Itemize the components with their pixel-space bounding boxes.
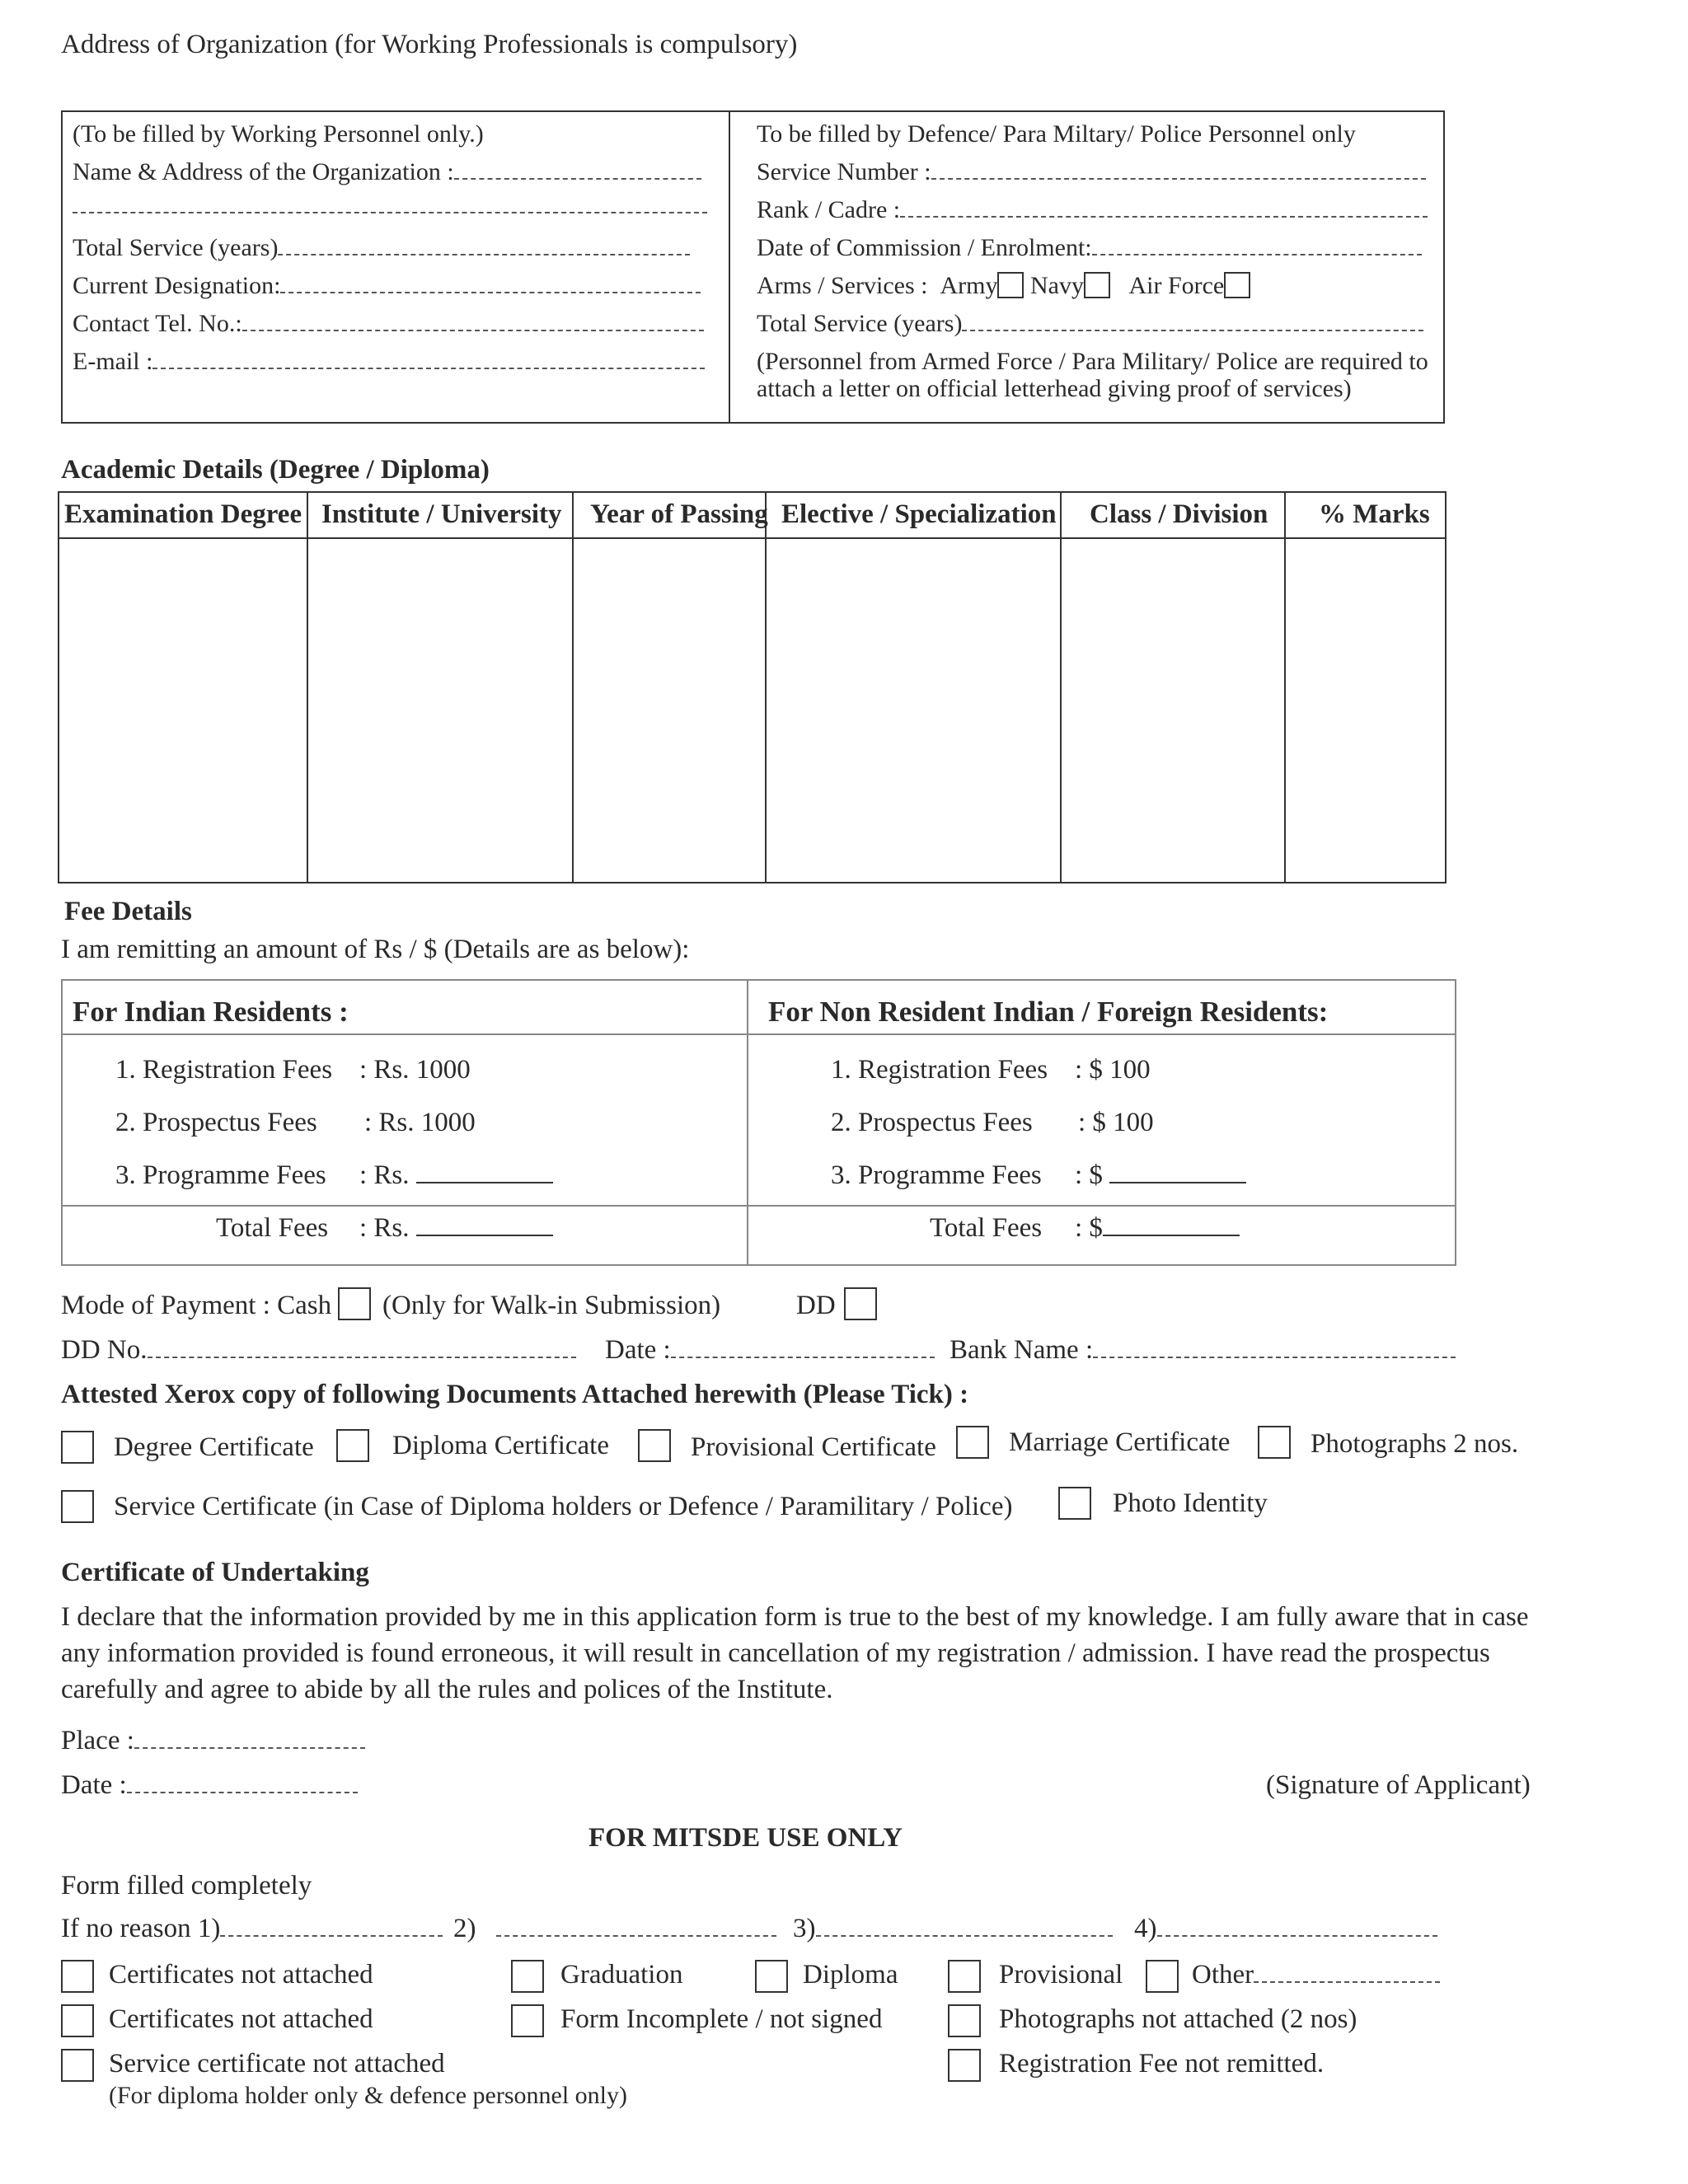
documents-title: Attested Xerox copy of following Documents Attached herewith (Please Tick) :: [61, 1380, 969, 1409]
reason-3-input[interactable]: [816, 1935, 1113, 1937]
nri-total-label: Total Fees: [930, 1213, 1043, 1243]
designation-field: Current Designation:: [73, 272, 701, 300]
email-input[interactable]: [152, 368, 705, 369]
fee-title: Fee Details: [64, 897, 192, 926]
office-provisional-checkbox[interactable]: [948, 1960, 981, 1993]
cert-not-attached-2-label: Certificates not attached: [109, 2004, 373, 2034]
reason-4-field: 4): [1134, 1914, 1437, 1944]
nri-prospectus-amount: : $ 100: [1078, 1108, 1154, 1137]
undertaking-line-2: any information provided is found erroneous, it will result in cancellation of my registration / admission. I have read the prospectus: [61, 1638, 1490, 1668]
reason-4-input[interactable]: [1157, 1935, 1437, 1937]
reason-1-input[interactable]: [220, 1935, 443, 1937]
total-service-field: Total Service (years): [73, 234, 690, 262]
diploma-certificate-label: Diploma Certificate: [392, 1431, 609, 1460]
graduation-checkbox[interactable]: [511, 1960, 544, 1993]
dd-number-field: DD No.: [61, 1335, 576, 1366]
photos-not-attached-label: Photographs not attached (2 nos): [999, 2004, 1357, 2034]
email-field: E-mail :: [73, 348, 705, 376]
org-address-input[interactable]: [73, 212, 707, 213]
working-heading: (To be filled by Working Personnel only.): [73, 120, 484, 148]
reason-2-input[interactable]: [496, 1935, 776, 1937]
cert-not-attached-2-checkbox[interactable]: [61, 2004, 94, 2037]
nri-programme-input[interactable]: [1109, 1182, 1246, 1183]
col-institute: Institute / University: [321, 499, 562, 529]
col-specialization: Elective / Specialization: [781, 499, 1057, 529]
nri-registration-label: 1. Registration Fees: [831, 1055, 1048, 1085]
place-input[interactable]: [134, 1747, 365, 1749]
designation-input[interactable]: [280, 292, 701, 293]
academic-table: [58, 491, 1447, 883]
academic-header-rule: [58, 537, 1447, 539]
diploma-certificate-checkbox[interactable]: [336, 1429, 369, 1462]
defence-total-service-field: Total Service (years): [757, 310, 1423, 338]
service-number-field: Service Number :: [757, 158, 1426, 186]
academic-title: Academic Details (Degree / Diploma): [61, 455, 490, 485]
dd-date-input[interactable]: [671, 1357, 935, 1358]
defence-heading: To be filled by Defence/ Para Miltary/ Police Personnel only: [757, 120, 1356, 148]
nri-heading: For Non Resident Indian / Foreign Residents:: [768, 996, 1329, 1028]
payment-mode-label: Mode of Payment : Cash: [61, 1291, 332, 1320]
form-incomplete-label: Form Incomplete / not signed: [560, 2004, 883, 2034]
service-cert-note: (For diploma holder only & defence personnel only): [109, 2082, 628, 2109]
marriage-certificate-label: Marriage Certificate: [1009, 1427, 1231, 1457]
army-checkbox[interactable]: [997, 272, 1024, 298]
commission-field: Date of Commission / Enrolment:: [757, 234, 1422, 262]
fee-not-remitted-checkbox[interactable]: [948, 2049, 981, 2082]
place-field: Place :: [61, 1726, 365, 1756]
cert-not-attached-1-label: Certificates not attached: [109, 1960, 373, 1990]
provisional-certificate-checkbox[interactable]: [638, 1429, 671, 1462]
photos-not-attached-checkbox[interactable]: [948, 2004, 981, 2037]
commission-input[interactable]: [1092, 254, 1422, 255]
cash-checkbox[interactable]: [338, 1287, 371, 1320]
indian-total-amount: : Rs.: [359, 1213, 553, 1244]
org-name-input[interactable]: [454, 178, 701, 180]
indian-registration-amount: : Rs. 1000: [359, 1055, 471, 1085]
nri-prospectus-label: 2. Prospectus Fees: [831, 1108, 1033, 1137]
col-marks: % Marks: [1319, 499, 1430, 529]
nri-programme-label: 3. Programme Fees: [831, 1160, 1042, 1190]
graduation-label: Graduation: [560, 1960, 683, 1990]
service-certificate-label: Service Certificate (in Case of Diploma holders or Defence / Paramilitary / Police): [114, 1492, 1013, 1521]
undertaking-title: Certificate of Undertaking: [61, 1558, 369, 1587]
nri-total-amount: : $: [1075, 1213, 1240, 1244]
form-incomplete-checkbox[interactable]: [511, 2004, 544, 2037]
dd-label: DD: [796, 1291, 836, 1320]
indian-programme-input[interactable]: [416, 1182, 553, 1183]
signature-label: (Signature of Applicant): [1266, 1770, 1531, 1800]
date-field: Date :: [61, 1770, 358, 1801]
other-field: Other: [1192, 1960, 1440, 1990]
dd-checkbox[interactable]: [844, 1287, 877, 1320]
degree-certificate-label: Degree Certificate: [114, 1432, 314, 1462]
address-title: Address of Organization (for Working Professionals is compulsory): [61, 30, 798, 59]
service-cert-not-attached-label: Service certificate not attached: [109, 2049, 445, 2079]
photographs-label: Photographs 2 nos.: [1311, 1429, 1519, 1459]
nri-programme-amount: : $: [1075, 1160, 1246, 1191]
walkin-note: (Only for Walk-in Submission): [382, 1291, 721, 1320]
total-service-input[interactable]: [278, 254, 690, 255]
fee-remit-text: I am remitting an amount of Rs / $ (Details are as below):: [61, 935, 690, 964]
defence-total-service-input[interactable]: [962, 330, 1423, 331]
office-use-title: FOR MITSDE USE ONLY: [588, 1823, 903, 1853]
marriage-certificate-checkbox[interactable]: [956, 1426, 989, 1459]
office-diploma-label: Diploma: [803, 1960, 898, 1990]
reason-3-field: 3): [793, 1914, 1113, 1944]
office-provisional-label: Provisional: [999, 1960, 1123, 1990]
indian-prospectus-amount: : Rs. 1000: [364, 1108, 476, 1137]
org-name-field: Name & Address of the Organization :: [73, 158, 701, 186]
indian-programme-amount: : Rs.: [359, 1160, 553, 1191]
navy-checkbox[interactable]: [1084, 272, 1110, 298]
indian-registration-label: 1. Registration Fees: [115, 1055, 333, 1085]
provisional-certificate-label: Provisional Certificate: [691, 1432, 936, 1462]
photo-identity-checkbox[interactable]: [1058, 1487, 1091, 1520]
other-input[interactable]: [1254, 1981, 1440, 1983]
service-cert-not-attached-checkbox[interactable]: [61, 2049, 94, 2082]
defence-note: (Personnel from Armed Force / Para Military/ Police are required to attach a letter on official letterhead giving proof of services): [757, 348, 1428, 402]
indian-heading: For Indian Residents :: [73, 996, 349, 1028]
col-year-of-passing: Year of Passing: [590, 499, 768, 529]
undertaking-line-3: carefully and agree to abide by all the rules and polices of the Institute.: [61, 1675, 833, 1704]
indian-total-input[interactable]: [416, 1235, 553, 1236]
col-class-division: Class / Division: [1090, 499, 1268, 529]
photo-identity-label: Photo Identity: [1113, 1488, 1268, 1518]
rank-input[interactable]: [900, 216, 1428, 218]
bank-name-field: Bank Name :: [950, 1335, 1456, 1366]
organization-divider: [729, 110, 730, 424]
nri-registration-amount: : $ 100: [1075, 1055, 1151, 1085]
degree-certificate-checkbox[interactable]: [61, 1431, 94, 1464]
rank-field: Rank / Cadre :: [757, 196, 1428, 224]
service-number-input[interactable]: [931, 178, 1426, 180]
indian-prospectus-label: 2. Prospectus Fees: [115, 1108, 317, 1137]
indian-programme-label: 3. Programme Fees: [115, 1160, 326, 1190]
dd-number-input[interactable]: [148, 1357, 576, 1358]
contact-field: Contact Tel. No.:: [73, 310, 704, 338]
arms-services: Arms / Services : Army Navy Air Force: [757, 272, 1250, 300]
date-input[interactable]: [127, 1792, 358, 1793]
cert-not-attached-1-checkbox[interactable]: [61, 1960, 94, 1993]
reason-2-field: 2): [453, 1914, 776, 1944]
reason-1-field: If no reason 1): [61, 1914, 443, 1944]
service-certificate-checkbox[interactable]: [61, 1490, 94, 1523]
bank-name-input[interactable]: [1093, 1357, 1456, 1358]
form-filled-label: Form filled completely: [61, 1871, 312, 1900]
indian-total-label: Total Fees: [216, 1213, 329, 1243]
dd-date-field: Date :: [605, 1335, 935, 1366]
other-checkbox[interactable]: [1146, 1960, 1179, 1993]
contact-input[interactable]: [242, 330, 704, 331]
undertaking-line-1: I declare that the information provided by me in this application form is true to the best of my knowledge. I am fully aware that in case: [61, 1602, 1529, 1632]
air-force-checkbox[interactable]: [1224, 272, 1250, 298]
photographs-checkbox[interactable]: [1258, 1426, 1291, 1459]
col-examination-degree: Examination Degree: [64, 499, 302, 529]
fee-not-remitted-label: Registration Fee not remitted.: [999, 2049, 1325, 2079]
nri-total-input[interactable]: [1103, 1235, 1240, 1236]
office-diploma-checkbox[interactable]: [755, 1960, 788, 1993]
